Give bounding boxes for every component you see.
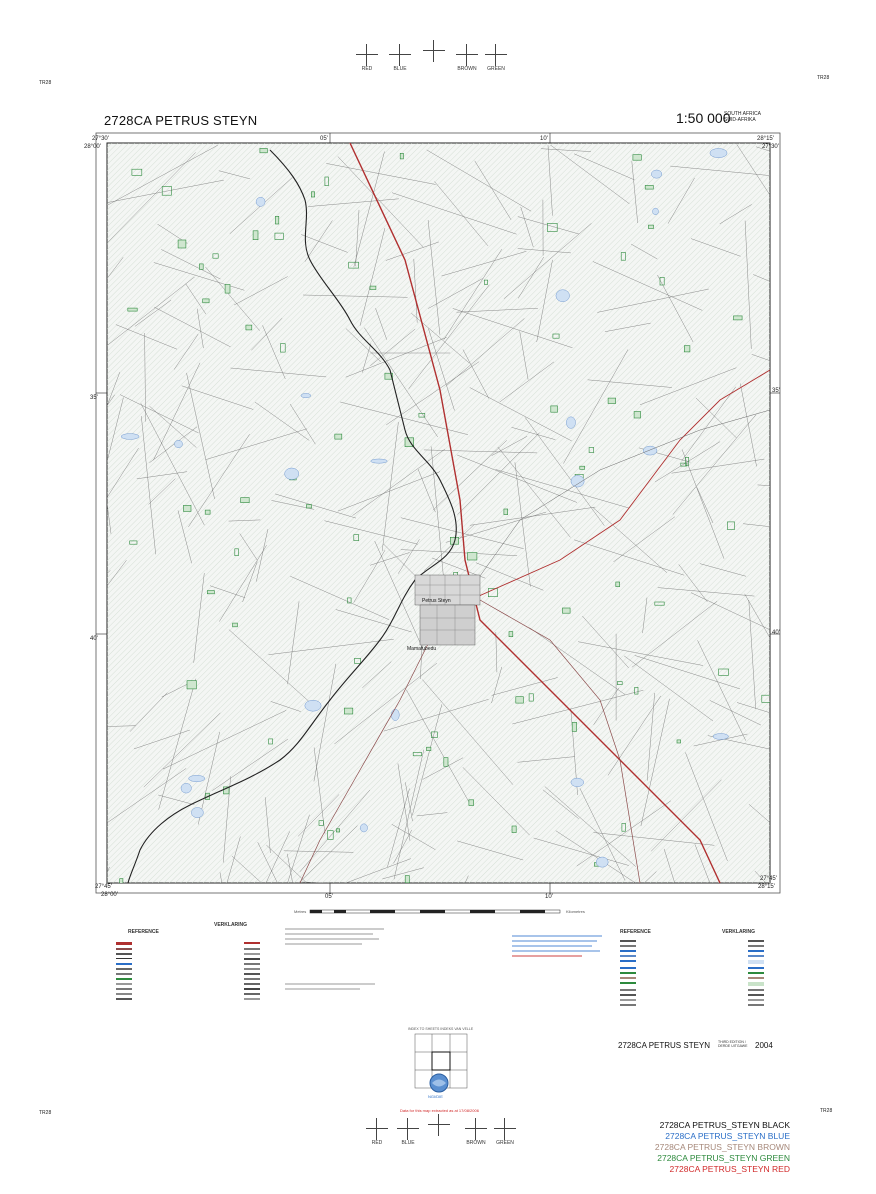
graticule-label: 28°15' bbox=[757, 136, 774, 142]
sheet-title: 2728CA PETRUS STEYN bbox=[104, 113, 258, 128]
magnetic-info-block bbox=[285, 925, 395, 965]
graticule-label: 35' bbox=[772, 388, 780, 394]
registration-label: GREEN bbox=[487, 66, 505, 72]
graticule-label: 40' bbox=[90, 636, 98, 642]
ngi-logo-icon bbox=[428, 1072, 450, 1094]
separation-black: 2728CA PETRUS_STEYN BLACK bbox=[659, 1120, 790, 1130]
graticule-label: 40' bbox=[772, 630, 780, 636]
separation-brown: 2728CA PETRUS_STEYN BROWN bbox=[654, 1142, 790, 1152]
registration-mark-blue-bottom bbox=[397, 1118, 419, 1140]
corner-code: TR28 bbox=[820, 1108, 833, 1114]
registration-mark-brown-bottom bbox=[465, 1118, 487, 1140]
country-name-en: SOUTH AFRICA bbox=[724, 111, 761, 117]
legend-heading-en-right: REFERENCE bbox=[620, 929, 651, 935]
corner-code: TR28 bbox=[817, 75, 830, 81]
data-extraction-note: Data for this map extracted as at 17/08/2006 bbox=[400, 1108, 479, 1113]
edition-year: 2004 bbox=[755, 1041, 773, 1050]
map-scale: 1:50 000 bbox=[676, 110, 731, 126]
legend-heading-af-right: VERKLARING bbox=[722, 929, 756, 935]
registration-mark-red-bottom bbox=[366, 1118, 388, 1140]
township-label: Mamafubedu bbox=[407, 646, 437, 652]
corner-code: TR28 bbox=[39, 80, 52, 86]
graticule-label: 10' bbox=[540, 136, 548, 142]
map-content bbox=[35, 143, 876, 986]
graticule-label: 27°45' bbox=[760, 876, 777, 882]
legend-heading-en: REFERENCE bbox=[128, 929, 159, 935]
separation-blue: 2728CA PETRUS_STEYN BLUE bbox=[665, 1131, 790, 1141]
registration-mark-center-bottom bbox=[428, 1114, 456, 1142]
separation-red: 2728CA PETRUS_STEYN RED bbox=[669, 1164, 790, 1174]
disclaimer-block bbox=[285, 980, 385, 1000]
blue-note-block bbox=[512, 932, 612, 960]
index-title: INDEX TO SHEETS INDEKS VAN VELLE bbox=[408, 1027, 474, 1031]
registration-mark-green-bottom bbox=[494, 1118, 516, 1140]
graticule-label: 28°00' bbox=[101, 892, 118, 898]
town-label: Petrus Steyn bbox=[422, 598, 451, 604]
registration-label: RED bbox=[371, 1140, 383, 1146]
country-name-af: SUID-AFRIKA bbox=[724, 117, 756, 123]
color-separations bbox=[655, 1120, 790, 1175]
graticule-label: 27°45' bbox=[95, 884, 112, 890]
scale-bar-left-label: Metres bbox=[294, 909, 307, 914]
graticule-label: 35' bbox=[90, 395, 98, 401]
registration-label: BROWN bbox=[457, 66, 477, 72]
logo-text: NGI/DIE bbox=[428, 1094, 443, 1099]
graticule-label: 05' bbox=[320, 136, 328, 142]
graticule-label: 10' bbox=[545, 894, 553, 900]
town-petrus-steyn bbox=[415, 575, 480, 645]
registration-label: BROWN bbox=[466, 1140, 486, 1146]
registration-label: BLUE bbox=[393, 66, 407, 72]
separation-green: 2728CA PETRUS_STEYN GREEN bbox=[657, 1153, 790, 1163]
graticule-label: 27°30' bbox=[762, 144, 779, 150]
legend-heading-af: VERKLARING bbox=[214, 922, 248, 928]
footer-sheet-name: 2728CA PETRUS STEYN bbox=[618, 1041, 711, 1050]
scale-bar-right-label: Kilometres bbox=[566, 909, 585, 914]
graticule-label: 27°30' bbox=[92, 136, 109, 142]
registration-label: RED bbox=[361, 66, 373, 72]
corner-code: TR28 bbox=[39, 1110, 52, 1116]
legend-symbols-left bbox=[113, 940, 263, 1001]
legend-symbols-right bbox=[617, 938, 767, 1007]
registration-label: GREEN bbox=[496, 1140, 514, 1146]
edition-label: THIRD EDITION / DERDE UITGAWE bbox=[718, 1040, 748, 1048]
graticule-label: 05' bbox=[325, 894, 333, 900]
graticule-label: 28°15' bbox=[758, 884, 775, 890]
scale-bar bbox=[290, 906, 590, 920]
registration-label: BLUE bbox=[401, 1140, 415, 1146]
graticule-label: 28°00' bbox=[84, 144, 101, 150]
